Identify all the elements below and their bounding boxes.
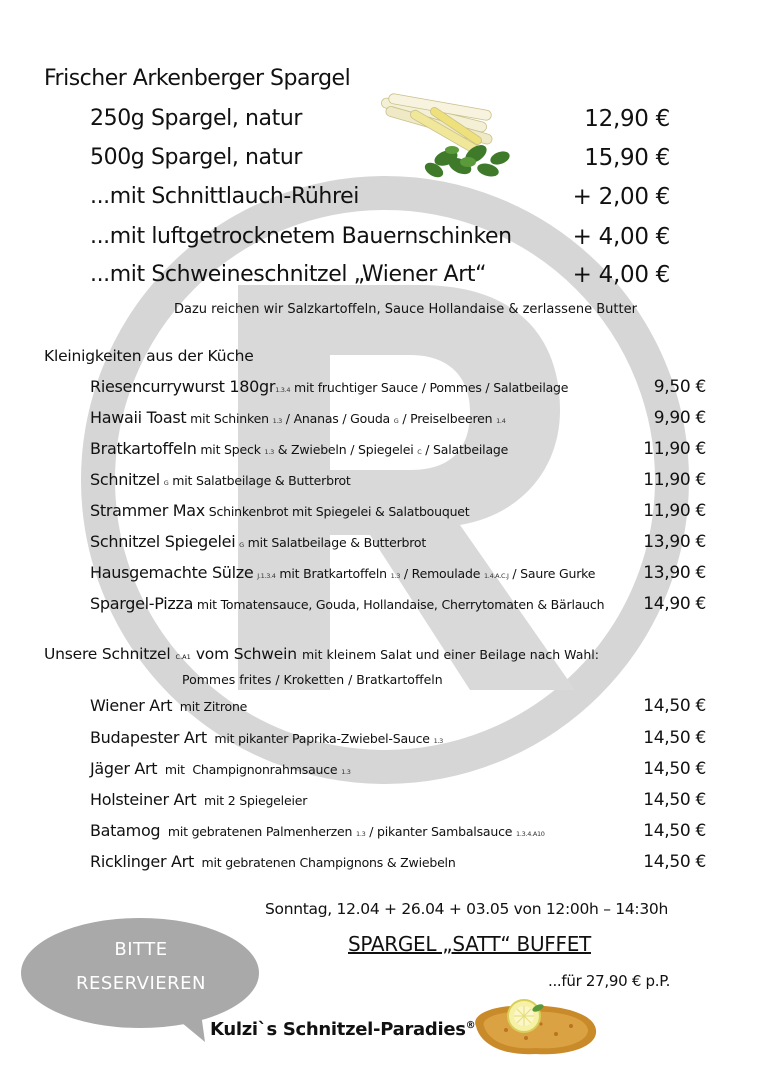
schnitzel-item [90, 852, 706, 878]
kitchen-item [90, 377, 706, 403]
kitchen-title: Kleinigkeiten aus der Küche [44, 347, 254, 365]
item-line [90, 790, 307, 809]
buffet-dates: Sonntag, 12.04 + 26.04 + 03.05 von 12:00h – 14:30h [265, 900, 668, 918]
item-name: ...mit Schnittlauch-Rührei [90, 184, 359, 209]
item-name: ...mit luftgetrocknetem Bauernschinken [90, 224, 512, 249]
item-name: ...mit Schweineschnitzel „Wiener Art“ [90, 262, 487, 287]
allergen-code: 1.3.4 [275, 386, 291, 394]
item-line [90, 759, 351, 778]
buffet-title: SPARGEL „SATT“ BUFFET [348, 932, 591, 956]
schnitzel-title: Unsere Schnitzel [44, 645, 171, 663]
allergen-code: 1.3 [433, 737, 444, 745]
item-price: 14,50 € [643, 852, 706, 872]
asparagus-item [90, 262, 680, 294]
schnitzel-item [90, 821, 706, 847]
item-description: / pikanter Sambalsauce [365, 824, 517, 839]
item-line [90, 696, 247, 715]
item-name: Spargel-Pizza [90, 594, 194, 613]
allergen-code: 1.3 [341, 768, 351, 776]
item-price: + 4,00 € [572, 224, 670, 250]
item-name: Hausgemachte Sülze [90, 563, 254, 582]
item-name: Schnitzel [90, 470, 160, 489]
kitchen-item [90, 563, 706, 589]
item-name: Wiener Art [90, 696, 173, 715]
asparagus-item [90, 145, 680, 177]
item-description: mit gebratenen Palmenherzen [160, 824, 357, 839]
item-name: 500g Spargel, natur [90, 145, 303, 170]
allergen-code: G [163, 479, 169, 487]
schnitzel-heading [44, 644, 599, 663]
bubble-line-1: BITTE [114, 939, 168, 960]
item-description: / Saure Gurke [508, 566, 596, 581]
item-description: / Salatbeilage [421, 442, 509, 457]
item-description: mit Tomatensauce, Gouda, Hollandaise, Cherrytomaten & Bärlauch [193, 597, 605, 612]
kitchen-item [90, 532, 706, 558]
item-price: 14,50 € [643, 790, 706, 810]
item-name: Strammer Max [90, 501, 205, 520]
item-price: 12,90 € [584, 106, 670, 132]
item-line [90, 532, 426, 551]
asparagus-item [90, 106, 680, 138]
item-description: mit Zitrone [172, 699, 248, 714]
allergen-code: 1.4 [496, 417, 506, 425]
asparagus-item [90, 224, 680, 256]
item-name: 250g Spargel, natur [90, 106, 303, 131]
item-price: 14,90 € [643, 594, 706, 614]
item-description: mit Champignonrahmsauce [157, 762, 342, 777]
item-description: / Preiselbeeren [398, 411, 497, 426]
schnitzel-item [90, 790, 706, 816]
kitchen-item [90, 408, 706, 434]
item-name: Bratkartoffeln [90, 439, 197, 458]
item-description: mit Salatbeilage & Butterbrot [168, 473, 351, 488]
item-name: Batamog [90, 821, 161, 840]
item-description: mit fruchtiger Sauce / Pommes / Salatbeilage [290, 380, 569, 395]
item-line [90, 439, 508, 458]
item-description: mit 2 Spiegeleier [196, 793, 308, 808]
item-price: 11,90 € [643, 501, 706, 521]
schnitzel-item [90, 759, 706, 785]
schnitzel-subtitle: mit kleinem Salat und einer Beilage nach Wahl: [301, 647, 599, 662]
asparagus-title: Frischer Arkenberger Spargel [44, 66, 351, 91]
item-line [90, 563, 595, 582]
item-description: mit Bratkartoffeln [275, 566, 391, 581]
item-price: + 4,00 € [572, 262, 670, 288]
item-price: 13,90 € [643, 563, 706, 583]
item-price: 9,50 € [653, 377, 706, 397]
kitchen-item [90, 439, 706, 465]
allergen-code: J.1.3.4 [257, 572, 276, 580]
item-line [90, 501, 470, 520]
item-description: mit Salatbeilage & Butterbrot [243, 535, 427, 550]
watermark-letter: R [0, 0, 1, 1]
registered-mark: ® [465, 1020, 476, 1031]
item-line [90, 408, 506, 427]
allergen-code: G [239, 541, 244, 549]
item-line [90, 728, 443, 747]
item-name: Budapester Art [90, 728, 207, 747]
item-name: Hawaii Toast [90, 408, 187, 427]
item-line [90, 594, 604, 613]
allergen-code: 1.3.4.A10 [516, 830, 545, 838]
allergen-code: C [417, 448, 422, 456]
item-price: 14,50 € [643, 759, 706, 779]
asparagus-item [90, 184, 680, 216]
item-price: 14,50 € [643, 821, 706, 841]
schnitzel-image [466, 996, 600, 1060]
item-description: mit Speck [196, 442, 265, 457]
schnitzel-item [90, 728, 706, 754]
item-description: & Zwiebeln / Spiegelei [273, 442, 418, 457]
item-description: / Remoulade [400, 566, 484, 581]
brand-name [210, 1019, 475, 1040]
item-line [90, 470, 351, 489]
item-price: 14,50 € [643, 728, 706, 748]
buffet-price: ...für 27,90 € p.P. [548, 972, 671, 990]
item-name: Jäger Art [90, 759, 158, 778]
item-line [90, 377, 568, 396]
item-description: mit gebratenen Champignons & Zwiebeln [193, 855, 456, 870]
allergen-code: 1.3 [356, 830, 366, 838]
schnitzel-sides: Pommes frites / Kroketten / Bratkartoffeln [182, 672, 443, 687]
item-name: Holsteiner Art [90, 790, 197, 809]
schnitzel-item [90, 696, 706, 722]
item-price: 15,90 € [584, 145, 670, 171]
bubble-line-2: RESERVIEREN [75, 973, 207, 994]
item-price: 14,50 € [643, 696, 706, 716]
item-name: Riesencurrywurst 180gr [90, 377, 276, 396]
item-description: / Ananas / Gouda [282, 411, 394, 426]
item-name: Schnitzel Spiegelei [90, 532, 236, 551]
item-price: 13,90 € [643, 532, 706, 552]
item-line [90, 852, 456, 871]
allergen-code: 1.3 [272, 417, 283, 425]
item-description: Schinkenbrot mit Spiegelei & Salatbouquet [204, 504, 470, 519]
item-line [90, 821, 545, 840]
allergen-code: C.A1 [175, 653, 191, 661]
item-description: mit Schinken [186, 411, 273, 426]
schnitzel-title-meat: vom Schwein [195, 645, 297, 663]
allergen-code: 1.4.A.C.J [483, 572, 509, 580]
allergen-code: 1.3 [390, 572, 401, 580]
item-price: 11,90 € [643, 470, 706, 490]
allergen-code: G [393, 417, 399, 425]
brand-text: Kulzi`s Schnitzel-Paradies [210, 1019, 466, 1040]
kitchen-item [90, 470, 706, 496]
kitchen-item [90, 501, 706, 527]
item-price: 11,90 € [643, 439, 706, 459]
asparagus-note: Dazu reichen wir Salzkartoffeln, Sauce Hollandaise & zerlassene Butter [174, 302, 637, 317]
item-price: 9,90 € [653, 408, 706, 428]
allergen-code: 1.3 [264, 448, 274, 456]
item-description: mit pikanter Paprika-Zwiebel-Sauce [206, 731, 434, 746]
item-name: Ricklinger Art [90, 852, 194, 871]
kitchen-item [90, 594, 706, 620]
item-price: + 2,00 € [572, 184, 670, 210]
